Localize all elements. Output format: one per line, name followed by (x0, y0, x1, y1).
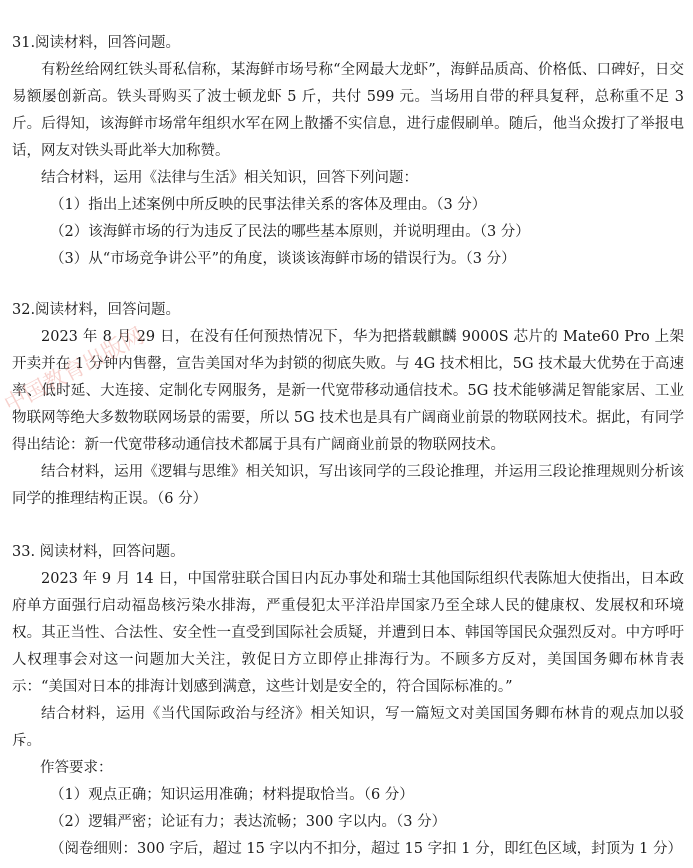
question-33-grading-note: （阅卷细则：300 字后，超过 15 字以内不扣分，超过 15 字扣 1 分，即红色区域，封顶为 1 分） (50, 841, 683, 857)
question-33-requirement-1: （1）观点正确；知识运用准确；材料提取恰当。（6 分） (50, 787, 414, 803)
question-31-material: 有粉丝给网红铁头哥私信称，某海鲜市场号称“全网最大龙虾”，海鲜品质高、价格低、口碑好，日交易额屡创新高。铁头哥购买了波士顿龙虾 5 斤，共付 599 元。当场用自带的秤具复秤，总称重不足 3 斤。后得知，该海鲜市场常年组织水军在网上散播不实信息，进行虚假刷单。随后，他当众拨打了举报电话，网友对铁头哥此举大加称赞。 (12, 62, 684, 159)
question-32 (12, 297, 684, 513)
question-32-material: 2023 年 8 月 29 日，在没有任何预热情况下，华为把搭载麒麟 9000S 芯片的 Mate60 Pro 上架开卖并在 1 分钟内售罄，宣告美国对华为封锁的彻底失败。与 4G 技术相比，5G 技术最大优势在于高速率、低时延、大连接、定制化专网服务，是新一代宽带移动通信技术。5G 技术能够满足智能家居、工业物联网等绝大多数物联网场景的需要，所以 5G 技术也是具有广阔商业前景的物联网技术。据此，有同学得出结论：新一代宽带移动通信技术都属于具有广阔商业前景的物联网技术。 (12, 329, 684, 453)
question-31-instruction: 结合材料，运用《法律与生活》相关知识，回答下列问题： (41, 170, 418, 186)
question-33-material: 2023 年 9 月 14 日，中国常驻联合国日内瓦办事处和瑞士其他国际组织代表陈旭大使指出，日本政府单方面强行启动福岛核污染水排海，严重侵犯太平洋沿岸国家乃至全球人民的健康权、发展权和环境权。其正当性、合法性、安全性一直受到国际社会质疑，并遭到日本、韩国等国民众强烈反对。中方呼吁人权理事会对这一问题加大关注，敦促日方立即停止排海行为。不顾多方反对，美国国务卿布林肯表示：“美国对日本的排海计划感到满意，这些计划是安全的，符合国际标准的。” (12, 571, 684, 695)
question-33-instruction: 结合材料，运用《当代国际政治与经济》相关知识，写一篇短文对美国国务卿布林肯的观点加以驳斥。 (12, 706, 684, 749)
question-31-sub-3: （3）从“市场竞争讲公平”的角度，谈谈该海鲜市场的错误行为。（3 分） (50, 251, 516, 267)
question-31-heading: 31.阅读材料，回答问题。 (12, 35, 181, 51)
question-33-requirement-2: （2）逻辑严密；论证有力；表达流畅；300 字以内。（3 分） (50, 814, 447, 830)
question-32-instruction: 结合材料，运用《逻辑与思维》相关知识，写出该同学的三段论推理，并运用三段论推理规则分析该同学的推理结构正误。（6 分） (12, 464, 684, 507)
question-32-heading: 32.阅读材料，回答问题。 (12, 302, 181, 318)
question-31-sub-1: （1）指出上述案例中所反映的民事法律关系的客体及理由。（3 分） (50, 197, 487, 213)
watermark: 中国教育出版网 (0, 323, 149, 418)
question-33 (12, 539, 684, 863)
question-33-heading: 33. 阅读材料，回答问题。 (12, 544, 185, 560)
question-31 (12, 30, 684, 273)
question-31-sub-2: （2）该海鲜市场的行为违反了民法的哪些基本原则，并说明理由。（3 分） (50, 224, 530, 240)
question-33-requirements-heading: 作答要求： (40, 760, 113, 776)
